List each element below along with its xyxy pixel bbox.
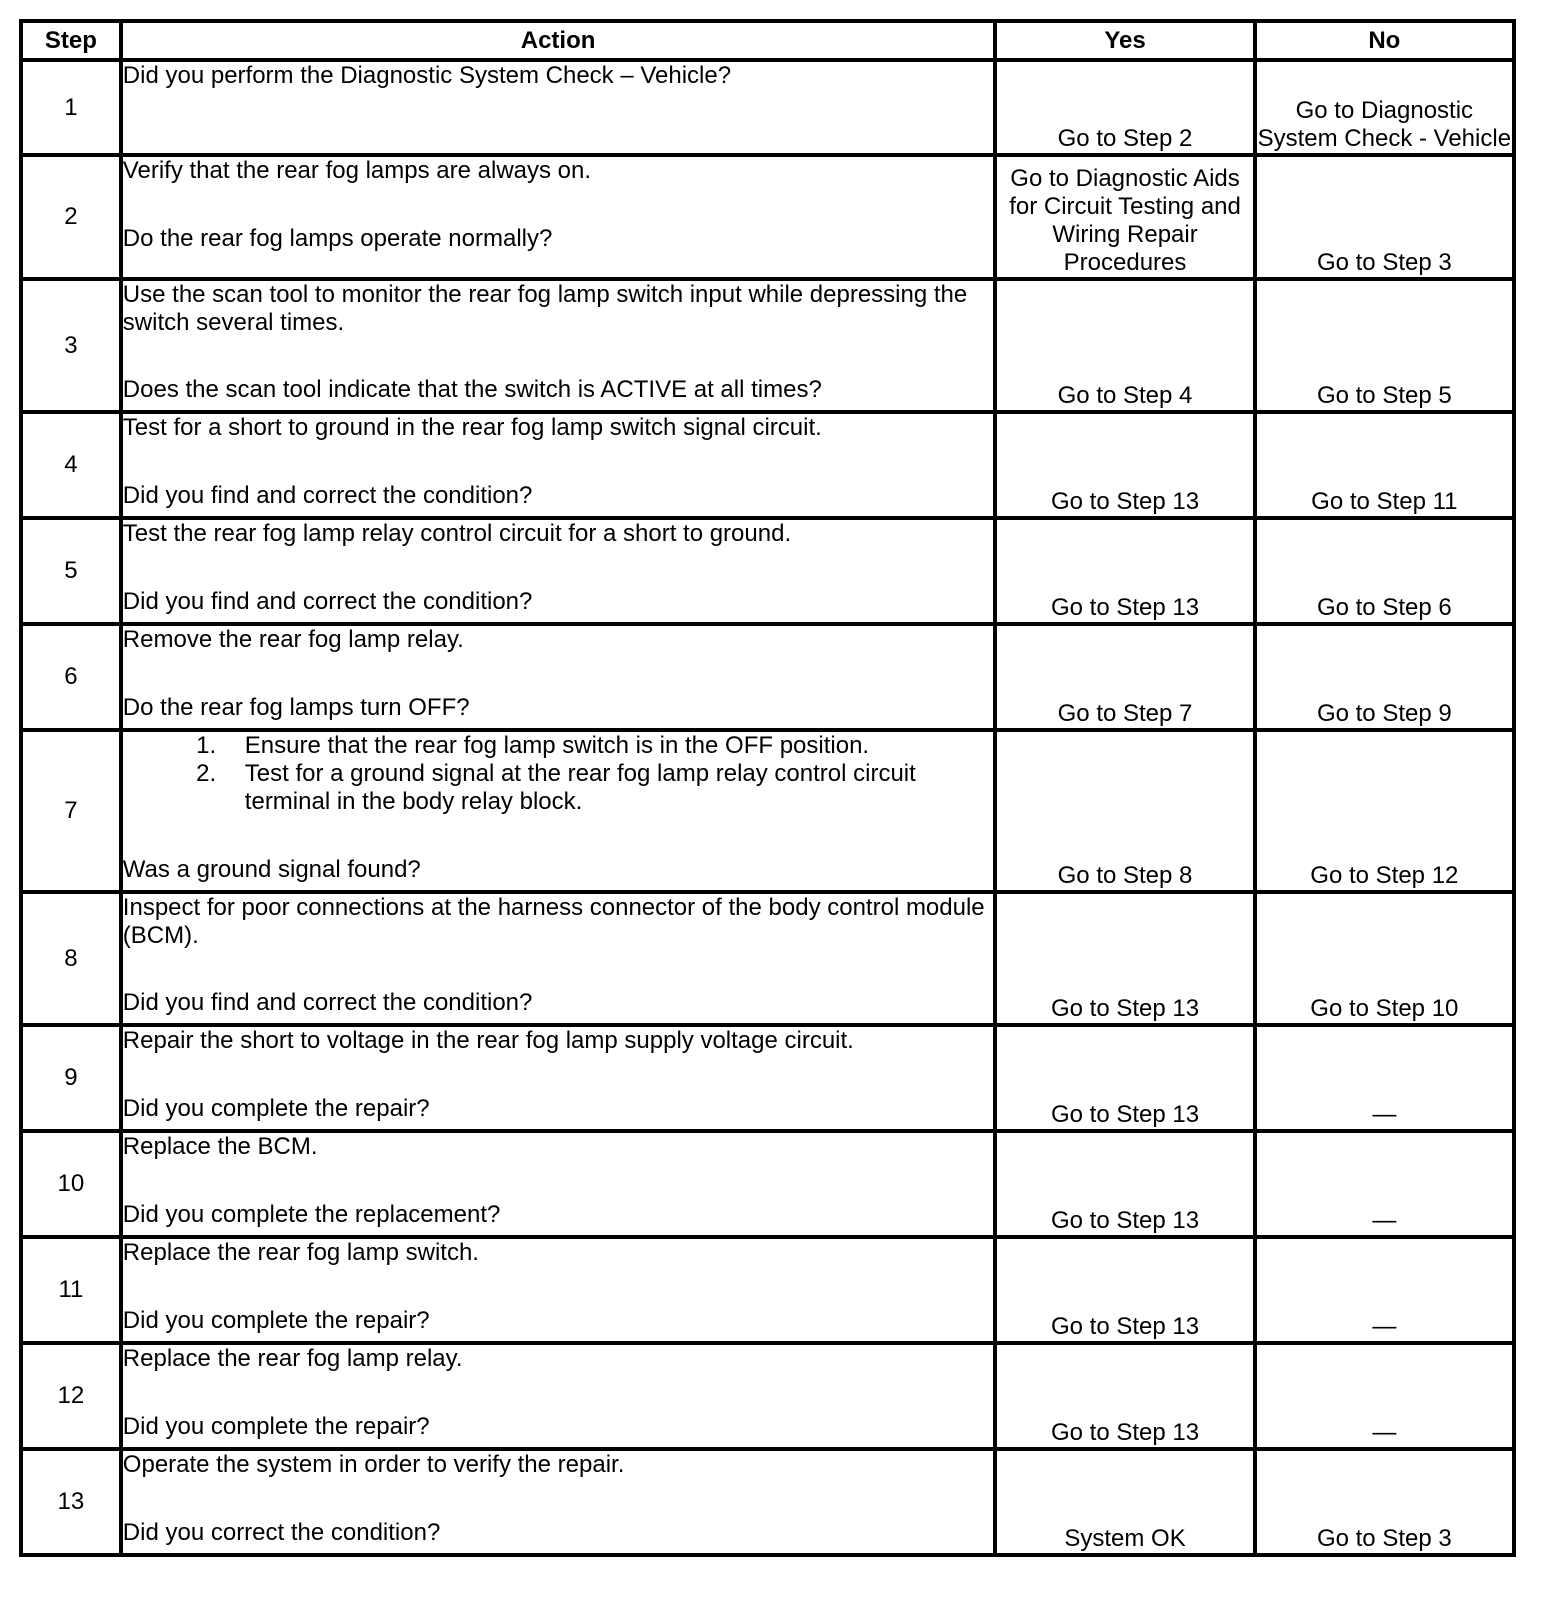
action-cell [121,1343,996,1449]
no-cell: Go to Diagnostic System Check - Vehicle [1255,60,1514,155]
action-instruction: Replace the rear fog lamp switch. [122,1239,479,1266]
action-cell [121,412,996,518]
no-cell: Go to Step 11 [1255,412,1514,518]
diagnostic-table [19,19,1516,1557]
table-row [21,518,1514,624]
table-row [21,155,1514,279]
table-row [21,624,1514,730]
action-cell [121,279,996,412]
action-question: Did you find and correct the condition? [122,989,533,1016]
step-number: 11 [21,1237,121,1343]
action-instruction: Test the rear fog lamp relay control circuit for a short to ground. [122,520,792,547]
yes-cell: Go to Step 13 [995,1131,1254,1237]
step-number: 5 [21,518,121,624]
header-no: No [1255,21,1514,60]
action-question: Did you correct the condition? [122,1519,441,1546]
action-cell [121,1131,996,1237]
step-number: 1 [21,60,121,155]
action-cell [121,1449,996,1555]
no-cell: Go to Step 9 [1255,624,1514,730]
action-cell [121,892,996,1025]
action-cell [121,155,996,279]
table-row [21,1449,1514,1555]
step-number: 12 [21,1343,121,1449]
action-question: Did you find and correct the condition? [122,482,533,509]
no-cell: Go to Step 3 [1255,1449,1514,1555]
no-cell: Go to Step 10 [1255,892,1514,1025]
header-action: Action [121,21,996,60]
action-step-list [123,732,994,816]
action-cell [121,730,996,892]
action-instruction: Operate the system in order to verify the repair. [122,1451,625,1478]
table-row [21,1343,1514,1449]
action-cell [121,60,996,155]
action-question: Did you complete the repair? [122,1095,430,1122]
step-number: 10 [21,1131,121,1237]
step-number: 3 [21,279,121,412]
yes-cell: Go to Step 13 [995,1237,1254,1343]
yes-cell: Go to Step 2 [995,60,1254,155]
step-number: 4 [21,412,121,518]
no-cell: Go to Step 3 [1255,155,1514,279]
list-item: 2. Test for a ground signal at the rear fog lamp relay control circuit terminal in the body relay block. [223,760,994,816]
action-instruction: Replace the BCM. [122,1133,318,1160]
yes-cell: Go to Step 8 [995,730,1254,892]
table-row [21,1237,1514,1343]
no-cell: — [1255,1343,1514,1449]
action-instruction: Remove the rear fog lamp relay. [122,626,464,653]
step-number: 6 [21,624,121,730]
action-cell [121,518,996,624]
action-cell [121,1025,996,1131]
table-row [21,892,1514,1025]
yes-cell: Go to Step 13 [995,412,1254,518]
action-instruction: Did you perform the Diagnostic System Check – Vehicle? [122,62,732,89]
action-question: Did you complete the repair? [122,1307,430,1334]
no-cell: — [1255,1237,1514,1343]
table-row [21,279,1514,412]
step-number: 9 [21,1025,121,1131]
no-cell: Go to Step 12 [1255,730,1514,892]
step-number: 13 [21,1449,121,1555]
action-instruction: Verify that the rear fog lamps are always on. [122,157,592,184]
action-question: Did you complete the repair? [122,1413,430,1440]
table-row [21,412,1514,518]
header-step: Step [21,21,121,60]
yes-cell: Go to Step 13 [995,1343,1254,1449]
action-question: Was a ground signal found? [122,856,421,883]
yes-cell: System OK [995,1449,1254,1555]
action-question: Does the scan tool indicate that the switch is ACTIVE at all times? [122,376,822,403]
yes-cell: Go to Diagnostic Aids for Circuit Testing and Wiring Repair Procedures [995,155,1254,279]
action-question: Do the rear fog lamps turn OFF? [122,694,470,721]
action-instruction: Repair the short to voltage in the rear fog lamp supply voltage circuit. [122,1027,854,1054]
yes-cell: Go to Step 7 [995,624,1254,730]
table-row [21,1131,1514,1237]
table-row [21,60,1514,155]
yes-cell: Go to Step 4 [995,279,1254,412]
no-cell: Go to Step 5 [1255,279,1514,412]
yes-cell: Go to Step 13 [995,518,1254,624]
header-row [21,21,1514,60]
action-instruction: Use the scan tool to monitor the rear fog lamp switch input while depressing the switch several times. [122,281,968,336]
step-number: 7 [21,730,121,892]
no-cell: — [1255,1025,1514,1131]
action-question: Did you find and correct the condition? [122,588,533,615]
action-cell [121,624,996,730]
action-question: Did you complete the replacement? [122,1201,501,1228]
header-yes: Yes [995,21,1254,60]
no-cell: Go to Step 6 [1255,518,1514,624]
action-instruction: Test for a short to ground in the rear fog lamp switch signal circuit. [122,414,822,441]
table-row [21,1025,1514,1131]
action-instruction: Inspect for poor connections at the harness connector of the body control module (BCM). [122,894,985,949]
action-cell [121,1237,996,1343]
yes-cell: Go to Step 13 [995,892,1254,1025]
list-item: 1. Ensure that the rear fog lamp switch is in the OFF position. [223,732,994,760]
step-number: 2 [21,155,121,279]
table-row [21,730,1514,892]
step-number: 8 [21,892,121,1025]
no-cell: — [1255,1131,1514,1237]
action-question: Do the rear fog lamps operate normally? [122,225,553,252]
action-instruction: Replace the rear fog lamp relay. [122,1345,463,1372]
yes-cell: Go to Step 13 [995,1025,1254,1131]
